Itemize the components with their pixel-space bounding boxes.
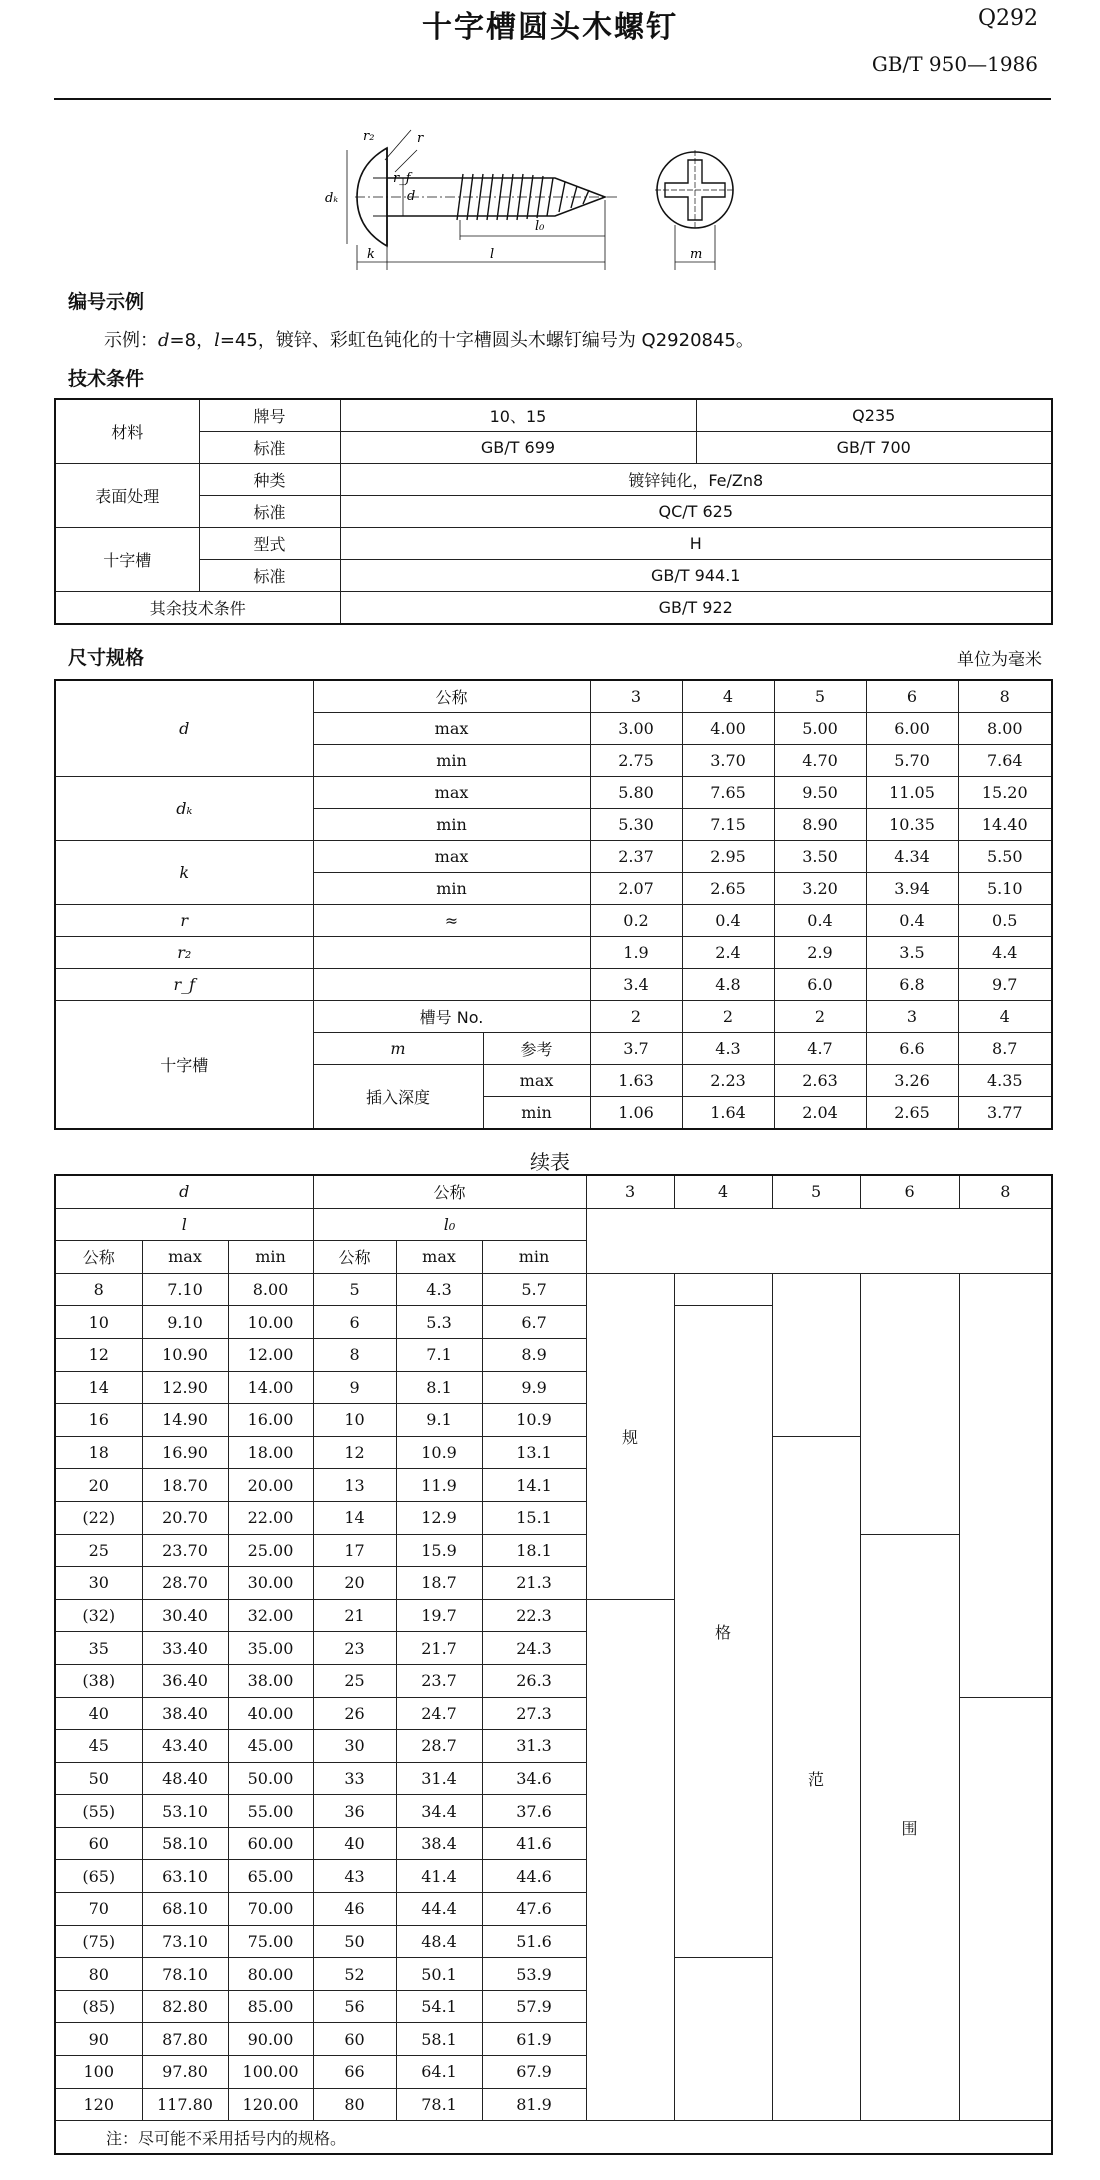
unavailable-range [586,1599,674,2121]
example-text: 示例：d=8，l=45，镀锌、彩虹色钝化的十字槽圆头木螺钉编号为 Q2920845。 [104,330,754,351]
table-row: (32) 30.40 32.00 21 19.7 22.3 [55,1599,1052,1632]
label-m: m [690,247,703,262]
label-r2: r₂ [363,129,375,144]
available-range [959,1697,1052,2121]
table-row: 50 48.40 50.00 33 31.4 34.6 [55,1762,1052,1795]
table-row: 90 87.80 90.00 60 58.1 61.9 [55,2023,1052,2056]
screw-drawing [325,120,755,270]
label-r: r [417,131,424,146]
unavailable-range [860,1273,959,1534]
tech-heading: 技术条件 [68,368,145,390]
unavailable-range [772,1273,860,1436]
table-row: 70 68.10 70.00 46 44.4 47.6 [55,1893,1052,1926]
table-row: 80 78.10 80.00 52 50.1 53.9 [55,1958,1052,1991]
table-row: 30 28.70 30.00 20 18.7 21.3 [55,1567,1052,1600]
label-dk: dₖ [325,191,339,206]
length-table: d 公称 3 4 5 6 8 l l₀ 公称 max min 公称 max min 8 7.10 8.00 5 4.3 5.7 规 10 9.10 10.00 6 5.3 6.7 格 12 10.90 12.00 8 7.1 8.9 14 12.90 14.00 9 8.1 9.9 16 14.90 16.00 10 9.1 10.9 18 16.90 18.00 12 10.9 13.1 范 20 18.70 20.00 13 11.9 14.1 (22) 20.70 22.00 14 12.9 15.1 25 23.70 25.00 17 15.9 18.1 围 30 28.70 30.00 20 18.7 21.3 (32) 30.40 32.00 21 19.7 22.3 35 33.40 35.00 23 21.7 24.3 (38) 36.40 38.00 25 23.7 26.3 40 38.40 40.00 26 24.7 27.3 45 43.40 45.00 30 28.7 31.3 50 48.40 50.00 33 31.4 34.6 (55) 53.10 55.00 36 34.4 37.6 60 58.10 60.00 40 38.4 41.6 (65) 63.10 65.00 43 41.4 44.6 70 68.10 70.00 46 44.4 47.6 (75) 73.10 75.00 50 48.4 51.6 80 78.10 80.00 52 50.1 53.9 (85) 82.80 85.00 56 54.1 57.9 90 87.80 90.00 60 58.1 61.9 100 97.80 100.00 66 64.1 67.9 120 117.80 120.00 80 78.1 81.9 注：尽可能不采用括号内的规格。 [54,1174,1053,2155]
dimension-table: d 公称 3 4 5 6 8 max 3.00 4.00 5.00 6.00 8.00 min 2.75 3.70 4.70 5.70 7.64 dₖ max 5.80 7.65 9.50 11.05 15.20 min 5.30 7.15 8.90 10.35 14.40 k max 2.37 2.95 3.50 4.34 5.50 min 2.07 2.65 3.20 3.94 5.10 r ≈ 0.2 0.4 0.4 0.4 0.5 r₂ 1.9 2.4 2.9 3.5 4.4 r_f 3.4 4.8 6.0 6.8 9.7 十字槽 槽号 No. 2 2 2 3 4 m 参考 3.7 4.3 4.7 6.6 8.7 插入深度 max 1.63 2.23 2.63 3.26 4.35 min 1.06 1.64 2.04 2.65 3.77 [54,679,1053,1130]
length-rows [55,1273,1052,2120]
table-row: (55) 53.10 55.00 36 34.4 37.6 [55,1795,1052,1828]
header-rule [54,98,1051,100]
table-row: (38) 36.40 38.00 25 23.7 26.3 [55,1664,1052,1697]
available-range: 范 [772,1436,860,2120]
document-code: Q292 [977,6,1038,31]
table-row: 10 9.10 10.00 6 5.3 6.7 格 [55,1306,1052,1339]
tech-table: 材料 牌号 10、15 Q235 标准 GB/T 699 GB/T 700 表面处理 种类 镀锌钝化，Fe/Zn8 标准 QC/T 625 十字槽 型式 H 标准 GB/T 944.1 其余技术条件 GB/T 922 [54,398,1053,625]
surface-label: 表面处理 [55,464,199,528]
label-d: d [407,189,416,204]
table-row: 35 33.40 35.00 23 21.7 24.3 [55,1632,1052,1665]
table-row: 18 16.90 18.00 12 10.9 13.1 范 [55,1436,1052,1469]
label-l0: l₀ [535,219,545,234]
label-rf: r_f [393,171,411,186]
table-row: 45 43.40 45.00 30 28.7 31.3 [55,1730,1052,1763]
available-range: 规 [586,1273,674,1599]
label-l: l [490,247,495,262]
unavailable-range [674,1958,772,2121]
table-row: 16 14.90 16.00 10 9.1 10.9 [55,1404,1052,1437]
table-row: 14 12.90 14.00 9 8.1 9.9 [55,1371,1052,1404]
unit-note: 单位为毫米 [957,650,1042,670]
standard-number: GB/T 950—1986 [871,52,1038,76]
slot-label: 十字槽 [55,528,199,592]
available-range: 格 [674,1306,772,1958]
page-title: 十字槽圆头木螺钉 [422,10,678,45]
table-row: 20 18.70 20.00 13 11.9 14.1 [55,1469,1052,1502]
dims-heading: 尺寸规格 [68,647,145,669]
table-row: (22) 20.70 22.00 14 12.9 15.1 [55,1501,1052,1534]
table-row: 100 97.80 100.00 66 64.1 67.9 [55,2056,1052,2089]
table-row: 25 23.70 25.00 17 15.9 18.1 围 [55,1534,1052,1567]
table-row: (65) 63.10 65.00 43 41.4 44.6 [55,1860,1052,1893]
label-k: k [367,247,375,262]
table-row: 12 10.90 12.00 8 7.1 8.9 [55,1338,1052,1371]
table-row: 60 58.10 60.00 40 38.4 41.6 [55,1827,1052,1860]
example-heading: 编号示例 [68,291,145,313]
unavailable-range [674,1273,772,1306]
available-range: 围 [860,1534,959,2121]
table-row: 40 38.40 40.00 26 24.7 27.3 [55,1697,1052,1730]
continued-heading: 续表 [530,1150,570,1174]
table-row: (85) 82.80 85.00 56 54.1 57.9 [55,1990,1052,2023]
material-label: 材料 [55,399,199,464]
footnote: 注：尽可能不采用括号内的规格。 [55,2121,1052,2154]
table-row: 120 117.80 120.00 80 78.1 81.9 [55,2088,1052,2121]
table-row: (75) 73.10 75.00 50 48.4 51.6 [55,1925,1052,1958]
unavailable-range [959,1273,1052,1697]
table-row: 8 7.10 8.00 5 4.3 5.7 规 [55,1273,1052,1306]
